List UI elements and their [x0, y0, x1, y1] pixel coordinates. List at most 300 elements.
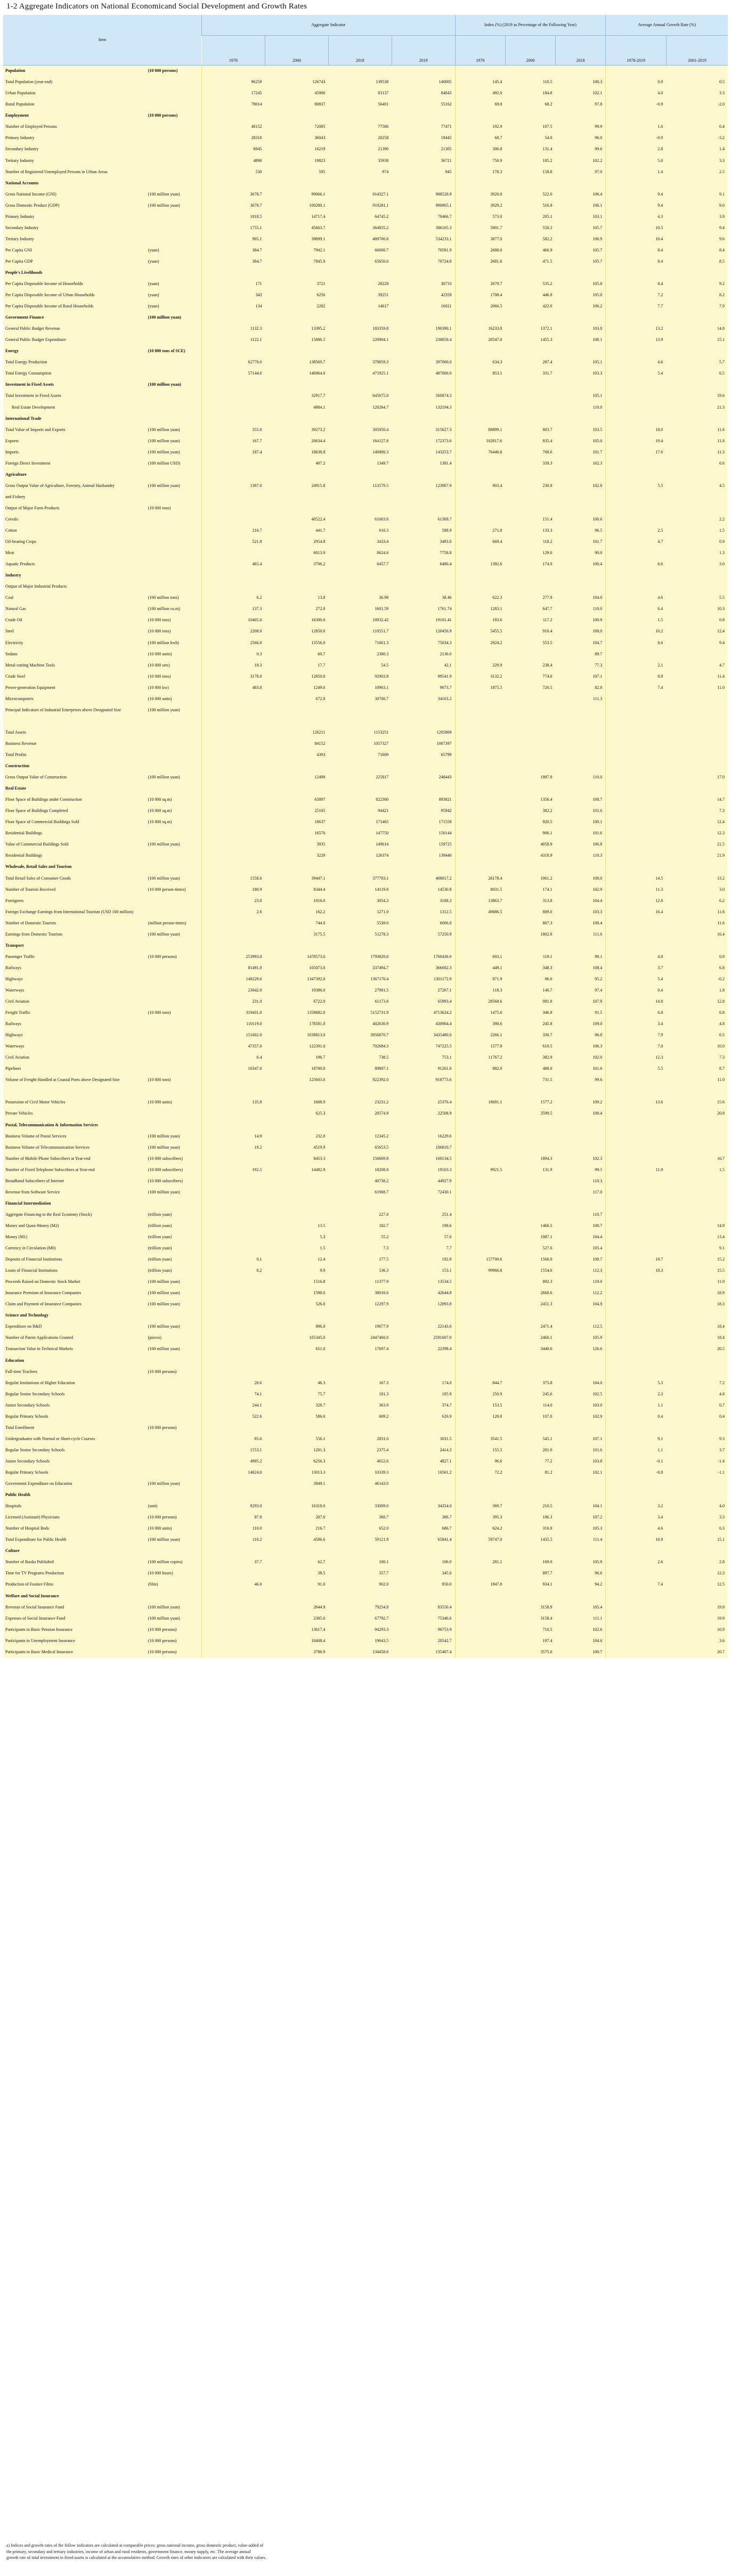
cell-value: [666, 783, 728, 794]
row-label: Power-generation Equipment: [3, 682, 146, 694]
cell-value: [556, 1366, 606, 1377]
cell-value: [455, 839, 505, 850]
cell-value: [606, 1232, 667, 1243]
table-row: [3, 1512, 728, 1523]
cell-value: 100280.1: [265, 200, 329, 212]
row-unit: (unit): [146, 1501, 202, 1512]
cell-value: 117.2: [505, 615, 555, 626]
table-row: [3, 492, 728, 503]
cell-value: 17.0: [666, 772, 728, 783]
row-unit: [146, 177, 202, 189]
row-label: Volume of Freight Handled at Coastal Ports above Designated Size: [3, 1075, 146, 1086]
cell-value: 2644.9: [265, 1602, 329, 1613]
row-label: General Public Budget Revenue: [3, 323, 146, 335]
cell-value: 10408.4: [265, 1636, 329, 1647]
cell-value: 386.7: [392, 1512, 455, 1523]
cell-value: 253993.0: [202, 952, 265, 963]
cell-value: 102.6: [556, 1624, 606, 1636]
row-unit: (10 000 units): [146, 1523, 202, 1534]
cell-value: [606, 1108, 667, 1119]
row-unit: (100 million yuan): [146, 1131, 202, 1142]
cell-value: 920.5: [505, 817, 555, 828]
cell-value: [328, 1590, 392, 1602]
table-row: [3, 256, 728, 267]
table-row: [3, 952, 728, 963]
row-label: Government Expenditure on Education: [3, 1478, 146, 1490]
row-label: Transaction Value in Technical Markets: [3, 1344, 146, 1355]
header-year: 2000: [505, 36, 555, 66]
cell-value: [666, 940, 728, 952]
cell-value: 12.4: [666, 626, 728, 637]
cell-value: 686.7: [392, 1523, 455, 1534]
cell-value: 174.0: [392, 1377, 455, 1388]
row-label: Highways: [3, 1030, 146, 1041]
cell-value: 9073.7: [392, 682, 455, 694]
cell-value: 105.8: [556, 279, 606, 290]
cell-value: [202, 1075, 265, 1086]
cell-value: [202, 839, 265, 850]
cell-value: [455, 1546, 505, 1557]
table-row: [3, 772, 728, 783]
cell-value: [202, 940, 265, 952]
cell-value: 1.8: [666, 985, 728, 996]
cell-value: [455, 1310, 505, 1321]
cell-value: 1435.5: [505, 1534, 555, 1546]
cell-value: [202, 1209, 265, 1221]
cell-value: [265, 1119, 329, 1131]
cell-value: [505, 570, 555, 581]
cell-value: 1894.3: [505, 1153, 555, 1165]
cell-value: [666, 1176, 728, 1187]
row-label: Broadband Subscribers of Internet: [3, 1176, 146, 1187]
cell-value: [202, 850, 265, 862]
row-unit: [146, 525, 202, 537]
cell-value: 6256.3: [265, 1456, 329, 1467]
footnotes: [6, 2542, 720, 2561]
cell-value: 13.9: [606, 335, 667, 346]
cell-value: [556, 177, 606, 189]
cell-value: 61003.6: [328, 514, 392, 525]
cell-value: [606, 1478, 667, 1490]
cell-value: 550.2: [505, 223, 555, 234]
cell-value: [505, 1131, 555, 1142]
cell-value: 190390.1: [392, 323, 455, 335]
cell-value: 171: [202, 279, 265, 290]
cell-value: 77.3: [556, 660, 606, 671]
cell-value: 595: [265, 166, 329, 177]
row-unit: (10 000 sq.m): [146, 806, 202, 817]
cell-value: 4586.6: [265, 1534, 329, 1546]
cell-value: [455, 1243, 505, 1254]
row-label: Gross Output Value of Construction: [3, 772, 146, 783]
cell-value: [556, 1490, 606, 1501]
cell-value: [392, 379, 455, 391]
row-unit: (trillion yuan): [146, 1265, 202, 1277]
cell-value: 171558: [392, 817, 455, 828]
cell-value: 5.4: [606, 368, 667, 379]
row-label: People's Livelihoods: [3, 267, 146, 279]
table-row: [3, 1165, 728, 1176]
cell-value: [455, 1153, 505, 1165]
cell-value: 15.6: [666, 1097, 728, 1108]
row-label: Expenditure on R&D: [3, 1321, 146, 1332]
cell-value: 99.9: [556, 121, 606, 133]
cell-value: 104.6: [556, 1636, 606, 1647]
row-unit: (10 000 tons): [146, 1075, 202, 1086]
cell-value: 835.4: [505, 436, 555, 447]
cell-value: 15.1: [666, 335, 728, 346]
cell-value: 331.7: [505, 368, 555, 379]
row-label: and Fishery: [3, 492, 146, 503]
row-label: Number of Hospital Beds: [3, 1523, 146, 1534]
cell-value: 1392.6: [455, 559, 505, 570]
cell-value: 153.5: [455, 1400, 505, 1411]
cell-value: [505, 402, 555, 413]
header-year: 1978: [455, 36, 505, 66]
cell-value: 1598.0: [265, 1288, 329, 1299]
cell-value: [202, 1187, 265, 1198]
header-year: 2001-2019: [666, 36, 728, 66]
cell-value: 62.7: [265, 1557, 329, 1568]
cell-value: 990865.1: [392, 200, 455, 212]
cell-value: [392, 940, 455, 952]
cell-value: 1016.0: [265, 895, 329, 906]
cell-value: 2385.6: [265, 1613, 329, 1624]
cell-value: [606, 1613, 667, 1624]
cell-value: [606, 402, 667, 413]
cell-value: 2566.0: [202, 637, 265, 648]
cell-value: 183359.8: [328, 323, 392, 335]
cell-value: 99066.1: [265, 189, 329, 200]
row-label: Floor Space of Commercial Buildings Sold: [3, 817, 146, 828]
cell-value: 109.2: [556, 1097, 606, 1108]
row-label: Civil Aviation: [3, 996, 146, 1007]
cell-value: 4.0: [666, 1501, 728, 1512]
cell-value: 750.9: [455, 155, 505, 166]
cell-value: 8.2: [666, 290, 728, 301]
cell-value: 46143.0: [328, 1478, 392, 1490]
cell-value: 146964.0: [265, 368, 329, 379]
cell-value: 17.6: [606, 447, 667, 458]
cell-value: 136.3: [328, 1265, 392, 1277]
cell-value: 70466.7: [392, 212, 455, 223]
cell-value: 522.0: [505, 189, 555, 200]
cell-value: 15.2: [666, 1254, 728, 1265]
cell-value: 14617: [328, 301, 392, 312]
row-label: Money and Quasi-Money (M2): [3, 1221, 146, 1232]
row-unit: (100 million yuan): [146, 379, 202, 391]
cell-value: 3575.6: [505, 1647, 555, 1658]
row-label: Investment in Fixed Assets: [3, 379, 146, 391]
cell-value: 13534.5: [392, 1277, 455, 1288]
cell-value: 20.7: [666, 1647, 728, 1658]
cell-value: 167.3: [328, 1377, 392, 1388]
cell-value: [505, 648, 555, 660]
cell-value: 155.5: [455, 1445, 505, 1456]
cell-value: [328, 940, 392, 952]
cell-value: [455, 1131, 505, 1142]
cell-value: 626.9: [392, 1411, 455, 1423]
row-label: Insurance Premium of Insurance Companies: [3, 1288, 146, 1299]
cell-value: 945: [392, 166, 455, 177]
row-label: Total Population (year-end): [3, 77, 146, 88]
row-unit: (100 million yuan): [146, 1613, 202, 1624]
cell-value: 4.5: [666, 481, 728, 492]
cell-value: 88899.1: [455, 425, 505, 436]
row-unit: (100 million yuan): [146, 772, 202, 783]
table-row: [3, 1030, 728, 1041]
cell-value: [202, 1602, 265, 1613]
cell-value: 7.2: [666, 1377, 728, 1388]
row-unit: (yuan): [146, 290, 202, 301]
cell-value: 112.2: [556, 1288, 606, 1299]
section-row: [3, 267, 728, 279]
row-label: Government Finance: [3, 312, 146, 323]
table-row: [3, 436, 728, 447]
cell-value: [265, 570, 329, 581]
cell-value: [455, 1299, 505, 1310]
row-label: Hospitals: [3, 1501, 146, 1512]
row-unit: (trillion yuan): [146, 1221, 202, 1232]
cell-value: 20634.4: [265, 436, 329, 447]
cell-value: 105.0: [556, 290, 606, 301]
cell-value: 588.9: [392, 525, 455, 537]
footnote-line: the primary, secondary and tertiary industries, income of urban and rural residents, government finance, money supply, etc. The average annual: [6, 2549, 251, 2554]
header-year: 1978-2019: [606, 36, 667, 66]
cell-value: 34354.0: [392, 1501, 455, 1512]
table-row: [3, 189, 728, 200]
cell-value: 3054.3: [328, 895, 392, 906]
cell-value: 903.4: [455, 481, 505, 492]
cell-value: [265, 492, 329, 503]
cell-value: 149614: [328, 839, 392, 850]
cell-value: 446.9: [505, 290, 555, 301]
cell-value: 8.4: [606, 279, 667, 290]
cell-value: [392, 66, 455, 77]
cell-value: 0.2: [202, 1265, 265, 1277]
cell-value: 106.8: [556, 839, 606, 850]
cell-value: 0.4: [666, 121, 728, 133]
cell-value: [202, 738, 265, 750]
cell-value: 19.7: [606, 1254, 667, 1265]
row-label: Foreign Direct Investment: [3, 458, 146, 469]
table-row: [3, 1075, 728, 1086]
cell-value: 3678.7: [202, 189, 265, 200]
table-row: [3, 1052, 728, 1063]
table-row: [3, 537, 728, 548]
cell-value: 1347392.0: [265, 974, 329, 985]
table-row: [3, 234, 728, 245]
cell-value: 110.0: [556, 772, 606, 783]
row-label: Participants in Basic Medical Insurance: [3, 1647, 146, 1658]
cell-value: 7.3: [328, 1243, 392, 1254]
cell-value: [328, 761, 392, 772]
cell-value: [606, 1344, 667, 1355]
cell-value: 330.7: [505, 1030, 555, 1041]
cell-value: [392, 1546, 455, 1557]
cell-value: 573.0: [455, 212, 505, 223]
cell-value: 3493.0: [392, 537, 455, 548]
cell-value: 11.9: [606, 1165, 667, 1176]
cell-value: 471925.1: [328, 368, 392, 379]
row-label: Per Capita Disposable Income of Rural Households: [3, 301, 146, 312]
cell-value: [556, 705, 606, 716]
cell-value: 111.6: [556, 929, 606, 940]
row-unit: [146, 581, 202, 592]
cell-value: 18.0: [606, 425, 667, 436]
cell-value: 20574.9: [328, 1108, 392, 1119]
cell-value: 81.2: [505, 1467, 555, 1478]
cell-value: [265, 716, 329, 727]
cell-value: [666, 1310, 728, 1321]
cell-value: [505, 413, 555, 424]
cell-value: 14.8: [666, 323, 728, 335]
cell-value: 9.1: [606, 1434, 667, 1445]
row-label: Waterways: [3, 985, 146, 996]
cell-value: 809.0: [505, 907, 555, 918]
cell-value: 3920.0: [455, 189, 505, 200]
cell-value: 6013.9: [265, 548, 329, 559]
cell-value: 2451.3: [505, 1299, 555, 1310]
table-row: [3, 727, 728, 738]
header-index: Index (%) (2019 as Percentage of the Following Year): [455, 15, 606, 36]
cell-value: 185.9: [392, 1389, 455, 1400]
cell-value: 105.7: [556, 223, 606, 234]
cell-value: [265, 66, 329, 77]
cell-value: [666, 1366, 728, 1377]
cell-value: 71661.3: [328, 637, 392, 648]
table-row: [3, 806, 728, 817]
cell-value: 16.9: [606, 1534, 667, 1546]
cell-value: 2.1: [606, 660, 667, 671]
cell-value: [265, 1176, 329, 1187]
table-row: [3, 1153, 728, 1165]
cell-value: [666, 1478, 728, 1490]
row-label: Transport: [3, 940, 146, 952]
cell-value: [606, 783, 667, 794]
cell-value: [202, 1490, 265, 1501]
cell-value: 521.8: [202, 537, 265, 548]
cell-value: 122391.0: [265, 1041, 329, 1052]
cell-value: [606, 1546, 667, 1557]
cell-value: 106.1: [556, 200, 606, 212]
cell-value: 652.0: [328, 1523, 392, 1534]
cell-value: 5455.5: [455, 626, 505, 637]
cell-value: [556, 761, 606, 772]
cell-value: [392, 862, 455, 873]
cell-value: 3132.2: [455, 671, 505, 682]
cell-value: [606, 177, 667, 189]
cell-value: [556, 379, 606, 391]
cell-value: 355.0: [202, 425, 265, 436]
cell-value: 6.3: [666, 1523, 728, 1534]
row-unit: [146, 985, 202, 996]
row-label: Welfare and Social Insurance: [3, 1590, 146, 1602]
cell-value: [455, 783, 505, 794]
cell-value: 271.8: [455, 525, 505, 537]
cell-value: 3229: [265, 850, 329, 862]
cell-value: [202, 918, 265, 929]
cell-value: [606, 794, 667, 806]
cell-value: 11.4: [666, 671, 728, 682]
table-row: [3, 88, 728, 99]
cell-value: [556, 413, 606, 424]
row-label: Pipelines: [3, 1063, 146, 1075]
row-label: Secondary Industry: [3, 223, 146, 234]
cell-value: 516.9: [505, 200, 555, 212]
cell-value: 553.5: [505, 637, 555, 648]
cell-value: 8.6: [606, 637, 667, 648]
table-row: [3, 1007, 728, 1019]
cell-value: 100.1: [328, 1557, 392, 1568]
cell-value: 357.7: [328, 1568, 392, 1579]
cell-value: [455, 1636, 505, 1647]
cell-value: 2688.0: [455, 245, 505, 256]
cell-value: 0.9: [666, 537, 728, 548]
cell-value: [202, 1478, 265, 1490]
cell-value: 105.9: [556, 1557, 606, 1568]
table-row: [3, 99, 728, 110]
cell-value: 382.2: [505, 806, 555, 817]
cell-value: [505, 705, 555, 716]
cell-value: 366002.3: [392, 963, 455, 974]
cell-value: 7.9: [666, 301, 728, 312]
cell-value: 19677.9: [328, 1321, 392, 1332]
row-unit: [146, 1490, 202, 1501]
cell-value: 6.4: [606, 604, 667, 615]
section-row: [3, 1310, 728, 1321]
cell-value: [556, 862, 606, 873]
row-label: Population: [3, 66, 146, 77]
cell-value: 530: [202, 166, 265, 177]
row-label: Money (M1): [3, 1232, 146, 1243]
cell-value: 3.0: [666, 884, 728, 895]
cell-value: 110.0: [556, 604, 606, 615]
row-label: Waterways: [3, 1041, 146, 1052]
table-row: [3, 1277, 728, 1288]
cell-value: 103.0: [556, 1400, 606, 1411]
cell-value: [666, 1086, 728, 1097]
cell-value: 313.8: [505, 895, 555, 906]
cell-value: 205.1: [505, 212, 555, 223]
cell-value: 210.5: [505, 1501, 555, 1512]
cell-value: 669.4: [455, 537, 505, 548]
cell-value: 622.3: [455, 592, 505, 604]
cell-value: 1367170.4: [328, 974, 392, 985]
cell-value: 57250.9: [392, 929, 455, 940]
cell-value: -0.9: [606, 133, 667, 144]
cell-value: 22398.4: [392, 1344, 455, 1355]
row-unit: [146, 492, 202, 503]
cell-value: [666, 1546, 728, 1557]
cell-value: [606, 940, 667, 952]
row-label: Regular Senior Secondary Schools: [3, 1389, 146, 1400]
cell-value: 14.9: [666, 1221, 728, 1232]
cell-value: 4652.6: [328, 1456, 392, 1467]
cell-value: 483.8: [202, 682, 265, 694]
cell-value: 18208.8: [328, 1165, 392, 1176]
row-unit: (10 000 persons): [146, 1624, 202, 1636]
cell-value: [328, 1355, 392, 1366]
cell-value: 80837: [265, 99, 329, 110]
cell-value: 105.1: [556, 391, 606, 402]
cell-value: 96.6: [455, 1456, 505, 1467]
cell-value: [556, 940, 606, 952]
cell-value: [556, 750, 606, 761]
cell-value: 70581.9: [392, 245, 455, 256]
cell-value: 12.3: [666, 1568, 728, 1579]
cell-value: [455, 1344, 505, 1355]
